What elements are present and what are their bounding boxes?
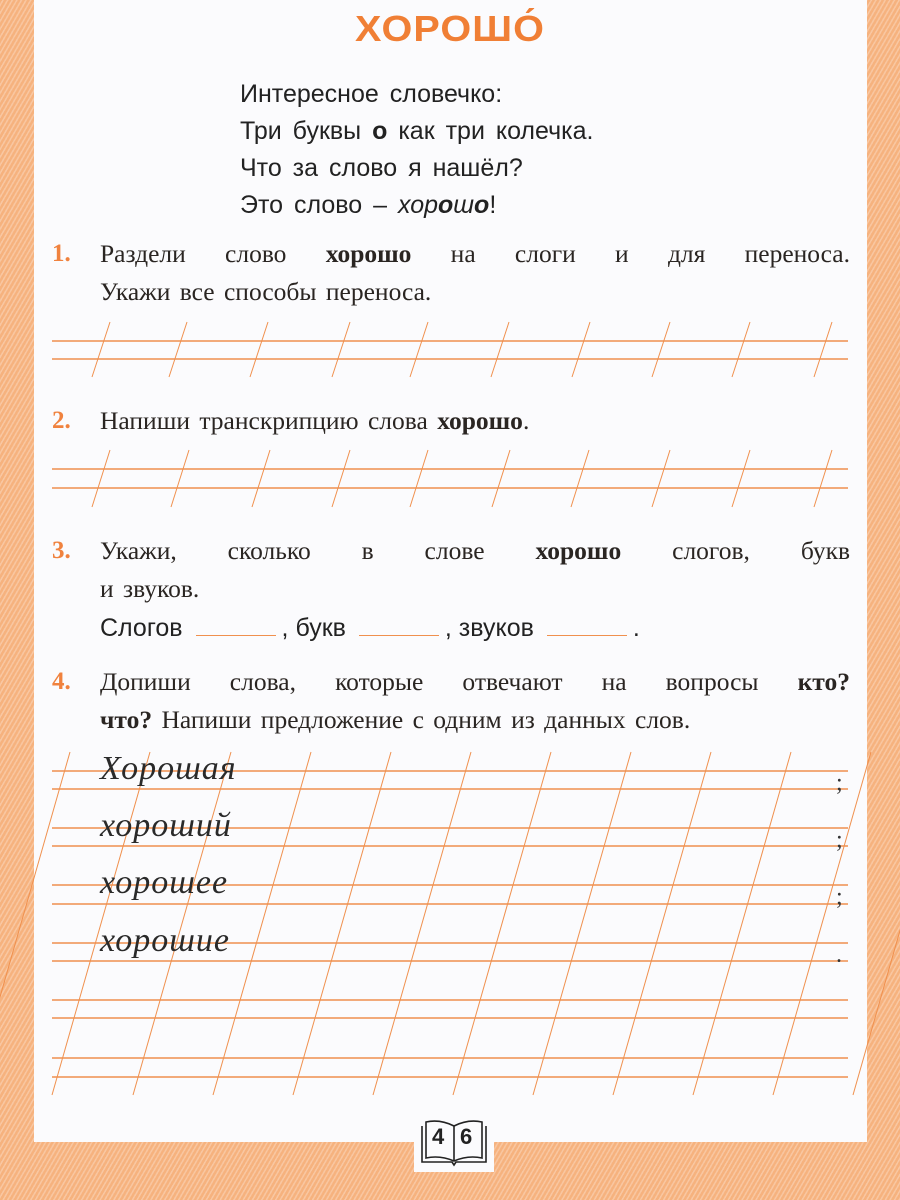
exercise-4-number: 4. (52, 668, 71, 695)
punct-4: . (836, 942, 842, 968)
page-title: ХОРОШО́ (354, 8, 546, 49)
cursive-word-1: Хорошая (100, 750, 237, 787)
exercise-4-text-line1: Допиши слова, которые отвечают на вопросы кто? (100, 667, 850, 696)
sounds-label: , звуков (444, 614, 534, 642)
poem-line-3: Что за слово я нашёл? (240, 154, 523, 182)
cursive-word-3: хорошее (100, 864, 229, 901)
page-number: 4 6 (418, 1118, 490, 1168)
exercise-2-number: 2. (52, 407, 71, 434)
exercise-3-number: 3. (52, 537, 71, 564)
exercise-1-number: 1. (52, 240, 71, 267)
exercise-4-text-line2: что? Напиши предложение с одним из данных слов. (100, 705, 691, 734)
exercise-2-text: Напиши транскрипцию слова хорошо. (100, 406, 530, 435)
punct-3: ; (836, 884, 843, 910)
letters-label: , букв (281, 614, 346, 642)
poem-line-1: Интересное словечко: (240, 80, 503, 108)
exercise-3-text-line1: Укажи, сколько в слове хорошо слогов, букв (100, 536, 850, 565)
exercise-3-text-line2: и звуков. (100, 574, 200, 603)
exercise-1-text-line1: Раздели слово хорошо на слоги и для переноса. (100, 239, 851, 268)
cursive-word-4: хорошие (100, 922, 231, 959)
cursive-word-2: хороший (100, 807, 232, 844)
punct-2: ; (836, 827, 843, 853)
syllables-label: Слогов (100, 614, 183, 642)
poem-line-2: Три буквы о как три колечка. (240, 117, 594, 145)
punct-1: ; (836, 770, 843, 796)
open-book-icon (418, 1118, 490, 1168)
poem-line-4: Это слово – хорошо! (240, 191, 497, 219)
exercise-1-text-line2: Укажи все способы переноса. (100, 277, 432, 306)
answers-end: . (632, 614, 640, 642)
